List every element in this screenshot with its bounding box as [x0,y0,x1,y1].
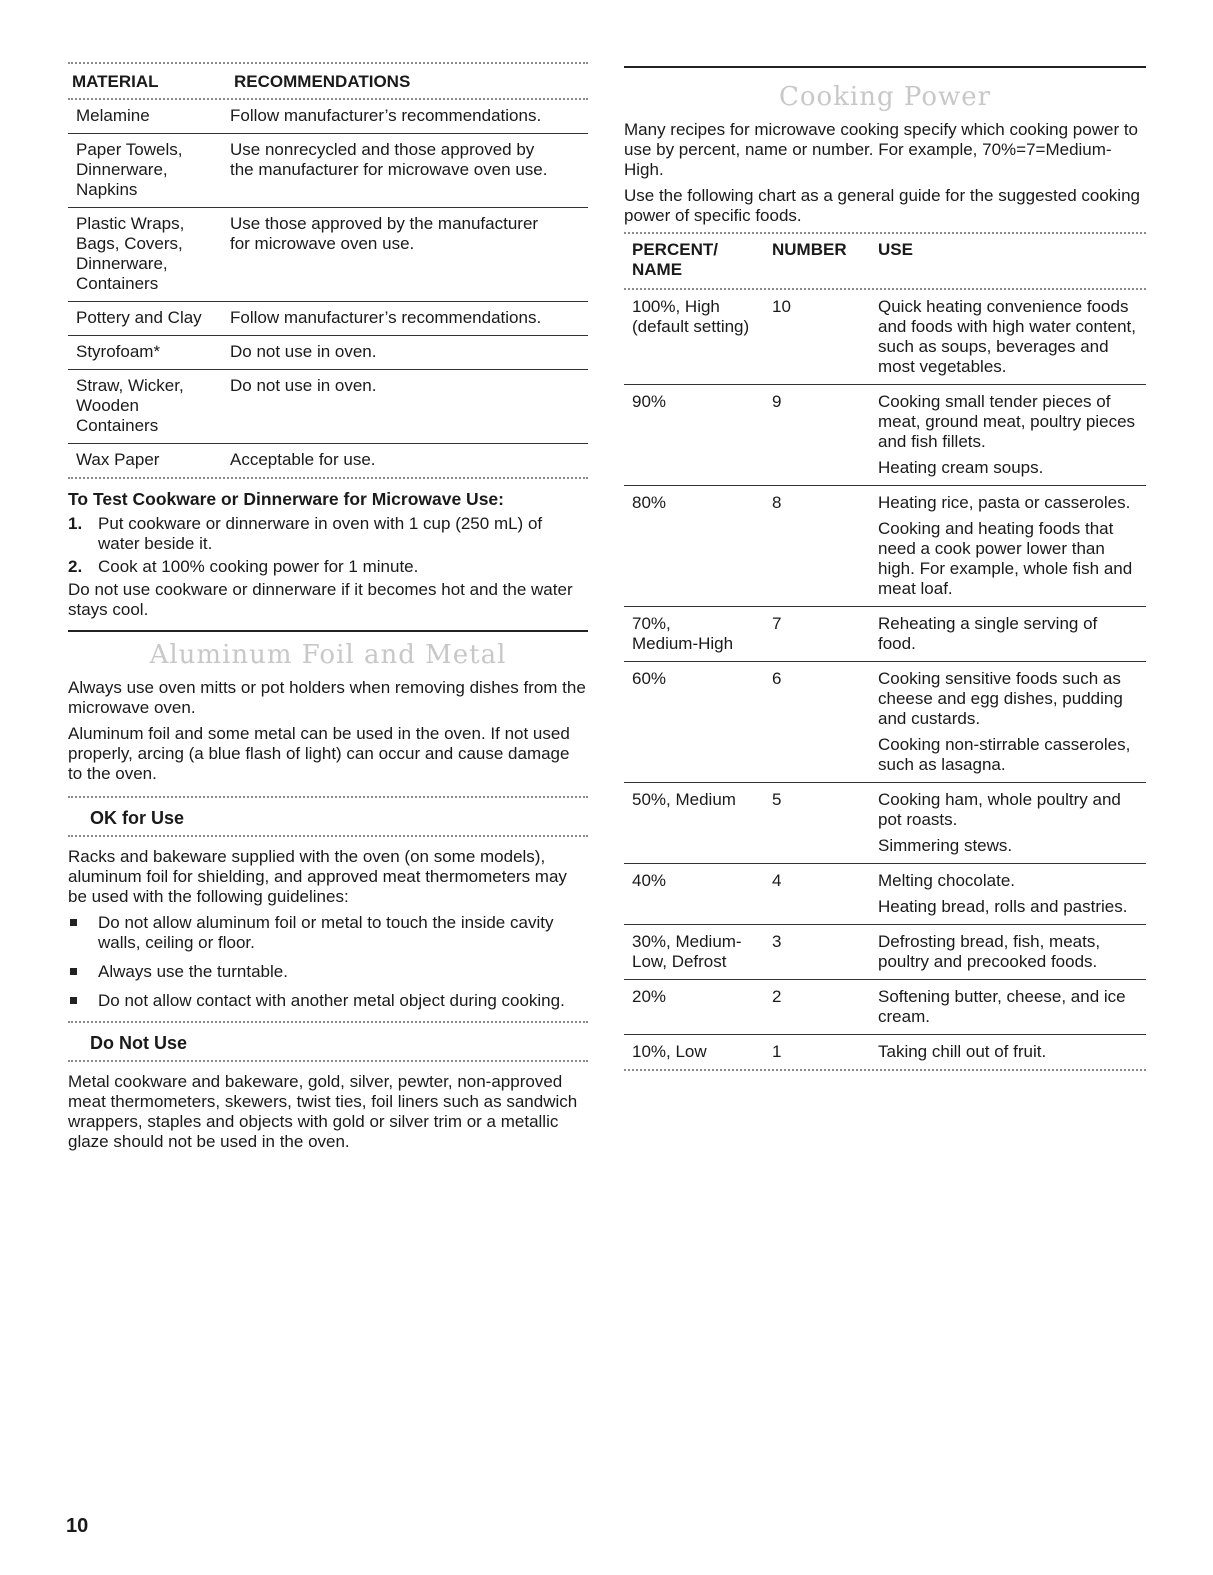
ok-for-use-list [68,913,588,1011]
percent-name-cell: 90% [632,392,667,411]
use-text: Heating bread, rolls and pastries. [878,897,1128,916]
number-cell: 1 [772,1042,782,1061]
test-heading: To Test Cookware or Dinnerware for Microwave Use: [68,489,504,509]
table-bottom-rule [68,477,588,479]
table-row [68,134,588,208]
use-cell [878,493,1146,599]
table-row [624,385,1146,486]
power-table-bottom-rule [624,1069,1146,1071]
number-cell: 9 [772,392,782,411]
use-text: Cooking non-stirrable casseroles, such as lasagna. [878,735,1131,774]
use-cell [878,987,1146,1027]
use-text: Quick heating convenience foods and foods with high water content, such as soups, beverages and most vegetables. [878,297,1136,376]
table-row [68,100,588,134]
do-not-use-heading: Do Not Use [90,1033,188,1053]
table-row [624,925,1146,980]
use-text: Heating rice, pasta or casseroles. [878,493,1131,512]
material-cell: Plastic Wraps, Bags, Covers, Dinnerware, Containers [76,214,185,293]
use-text: Cooking small tender pieces of meat, ground meat, poultry pieces and fish fillets. [878,392,1136,451]
step-number: 2. [68,557,83,576]
use-text: Melting chocolate. [878,871,1016,890]
use-text: Softening butter, cheese, and ice cream. [878,987,1126,1026]
recommendation-cell: Use nonrecycled and those approved by the manufacturer for microwave oven use. [230,140,548,179]
list-item [68,962,588,982]
table-row [68,370,588,444]
left-column [68,62,588,1158]
foil-paragraph-1: Always use oven mitts or pot holders when removing dishes from the microwave oven. [68,678,586,717]
ok-box-bottom-rule [68,835,588,837]
cooking-power-title: Cooking Power [778,82,992,112]
use-text: Taking chill out of fruit. [878,1042,1047,1061]
test-note: Do not use cookware or dinnerware if it becomes hot and the water stays cool. [68,580,573,619]
material-cell: Wax Paper [76,450,160,469]
number-cell: 4 [772,871,782,890]
table-row [624,486,1146,607]
recommendation-cell: Follow manufacturer’s recommendations. [230,106,542,125]
use-cell [878,1042,1146,1062]
material-header: MATERIAL [72,72,159,91]
number-cell: 10 [772,297,791,316]
do-not-use-text: Metal cookware and bakeware, gold, silver, pewter, non-approved meat thermometers, skewers, twist ties, foil liners such as sandwich wrappers, staples and objects with gold or silver trim or a metallic glaze should not be used in the oven. [68,1072,578,1151]
number-cell: 8 [772,493,782,512]
test-step [68,557,588,577]
section-rule [68,630,588,632]
table-row [624,662,1146,783]
percent-name-cell: 40% [632,871,667,890]
materials-table-header [68,64,588,98]
ok-for-use-heading: OK for Use [90,808,185,828]
use-text: Cooking ham, whole poultry and pot roasts. [878,790,1121,829]
recommendation-cell: Acceptable for use. [230,450,376,469]
use-text: Reheating a single serving of food. [878,614,1098,653]
number-cell: 3 [772,932,782,951]
use-text: Cooking sensitive foods such as cheese and egg dishes, pudding and custards. [878,669,1123,728]
percent-name-cell: 50%, Medium [632,790,736,809]
material-cell: Straw, Wicker, Wooden Containers [76,376,184,435]
power-table-body [624,290,1146,1069]
number-cell: 6 [772,669,782,688]
material-cell: Paper Towels, Dinnerware, Napkins [76,140,183,199]
list-item-text: Always use the turntable. [98,962,288,981]
use-text: Cooking and heating foods that need a cook power lower than high. For example, whole fish and meat loaf. [878,519,1133,598]
use-text: Heating cream soups. [878,458,1044,477]
use-cell [878,932,1146,972]
foil-section-title: Aluminum Foil and Metal [149,640,507,670]
use-header: USE [878,240,913,259]
bullet-icon [68,962,98,982]
recommendations-header: RECOMMENDATIONS [234,72,411,91]
percent-name-cell: 30%, Medium- Low, Defrost [632,932,742,971]
material-cell: Melamine [76,106,150,125]
list-item [68,913,588,953]
list-item-text: Do not allow contact with another metal object during cooking. [98,991,565,1010]
use-cell [878,871,1146,917]
table-row [624,864,1146,925]
table-row [68,444,588,477]
section-rule [624,66,1146,68]
material-cell: Styrofoam* [76,342,161,361]
table-row [624,607,1146,662]
percent-name-cell: 20% [632,987,667,1006]
recommendation-cell: Follow manufacturer’s recommendations. [230,308,542,327]
power-paragraph-1: Many recipes for microwave cooking specify which cooking power to use by percent, name or number. For example, 70%=7=Medium-High. [624,120,1139,179]
page-number: 10 [66,1515,89,1537]
test-steps [68,514,588,577]
table-row [624,1035,1146,1069]
number-cell: 7 [772,614,782,633]
recommendation-cell: Do not use in oven. [230,376,377,395]
use-cell [878,790,1146,856]
table-row [624,783,1146,864]
number-cell: 5 [772,790,782,809]
number-cell: 2 [772,987,782,1006]
table-row [68,302,588,336]
bullet-icon [68,991,98,1011]
materials-table-body [68,100,588,477]
test-step [68,514,588,554]
table-row [68,336,588,370]
use-cell [878,669,1146,775]
percent-name-cell: 60% [632,669,667,688]
recommendation-cell: Do not use in oven. [230,342,377,361]
power-table-header [624,234,1146,288]
percent-name-cell: 70%, Medium-High [632,614,734,653]
table-row [68,208,588,302]
table-row [624,290,1146,385]
foil-paragraph-2: Aluminum foil and some metal can be used in the oven. If not used properly, arcing (a blue flash of light) can occur and cause damage to the oven. [68,724,570,783]
bullet-icon [68,913,98,953]
list-item-text: Do not allow aluminum foil or metal to touch the inside cavity walls, ceiling or floor. [98,913,554,952]
right-column [624,62,1146,1071]
step-text: Cook at 100% cooking power for 1 minute. [98,557,419,576]
step-text: Put cookware or dinnerware in oven with 1 cup (250 mL) of water beside it. [98,514,543,553]
use-text: Simmering stews. [878,836,1013,855]
power-paragraph-2: Use the following chart as a general guide for the suggested cooking power of specific foods. [624,186,1140,225]
use-text: Defrosting bread, fish, meats, poultry and precooked foods. [878,932,1101,971]
step-number: 1. [68,514,83,533]
ok-for-use-text: Racks and bakeware supplied with the oven (on some models), aluminum foil for shielding, and approved meat thermometers may be used with the following guidelines: [68,847,567,906]
percent-name-cell: 80% [632,493,667,512]
use-cell [878,614,1146,654]
percent-name-cell: 100%, High (default setting) [632,297,750,336]
list-item [68,991,588,1011]
percent-name-cell: 10%, Low [632,1042,707,1061]
no-box-bottom-rule [68,1060,588,1062]
recommendation-cell: Use those approved by the manufacturer for microwave oven use. [230,214,539,253]
use-cell [878,297,1146,377]
material-cell: Pottery and Clay [76,308,202,327]
number-header: NUMBER [772,240,847,259]
use-cell [878,392,1146,478]
percent-name-header: PERCENT/ NAME [632,240,718,279]
table-row [624,980,1146,1035]
